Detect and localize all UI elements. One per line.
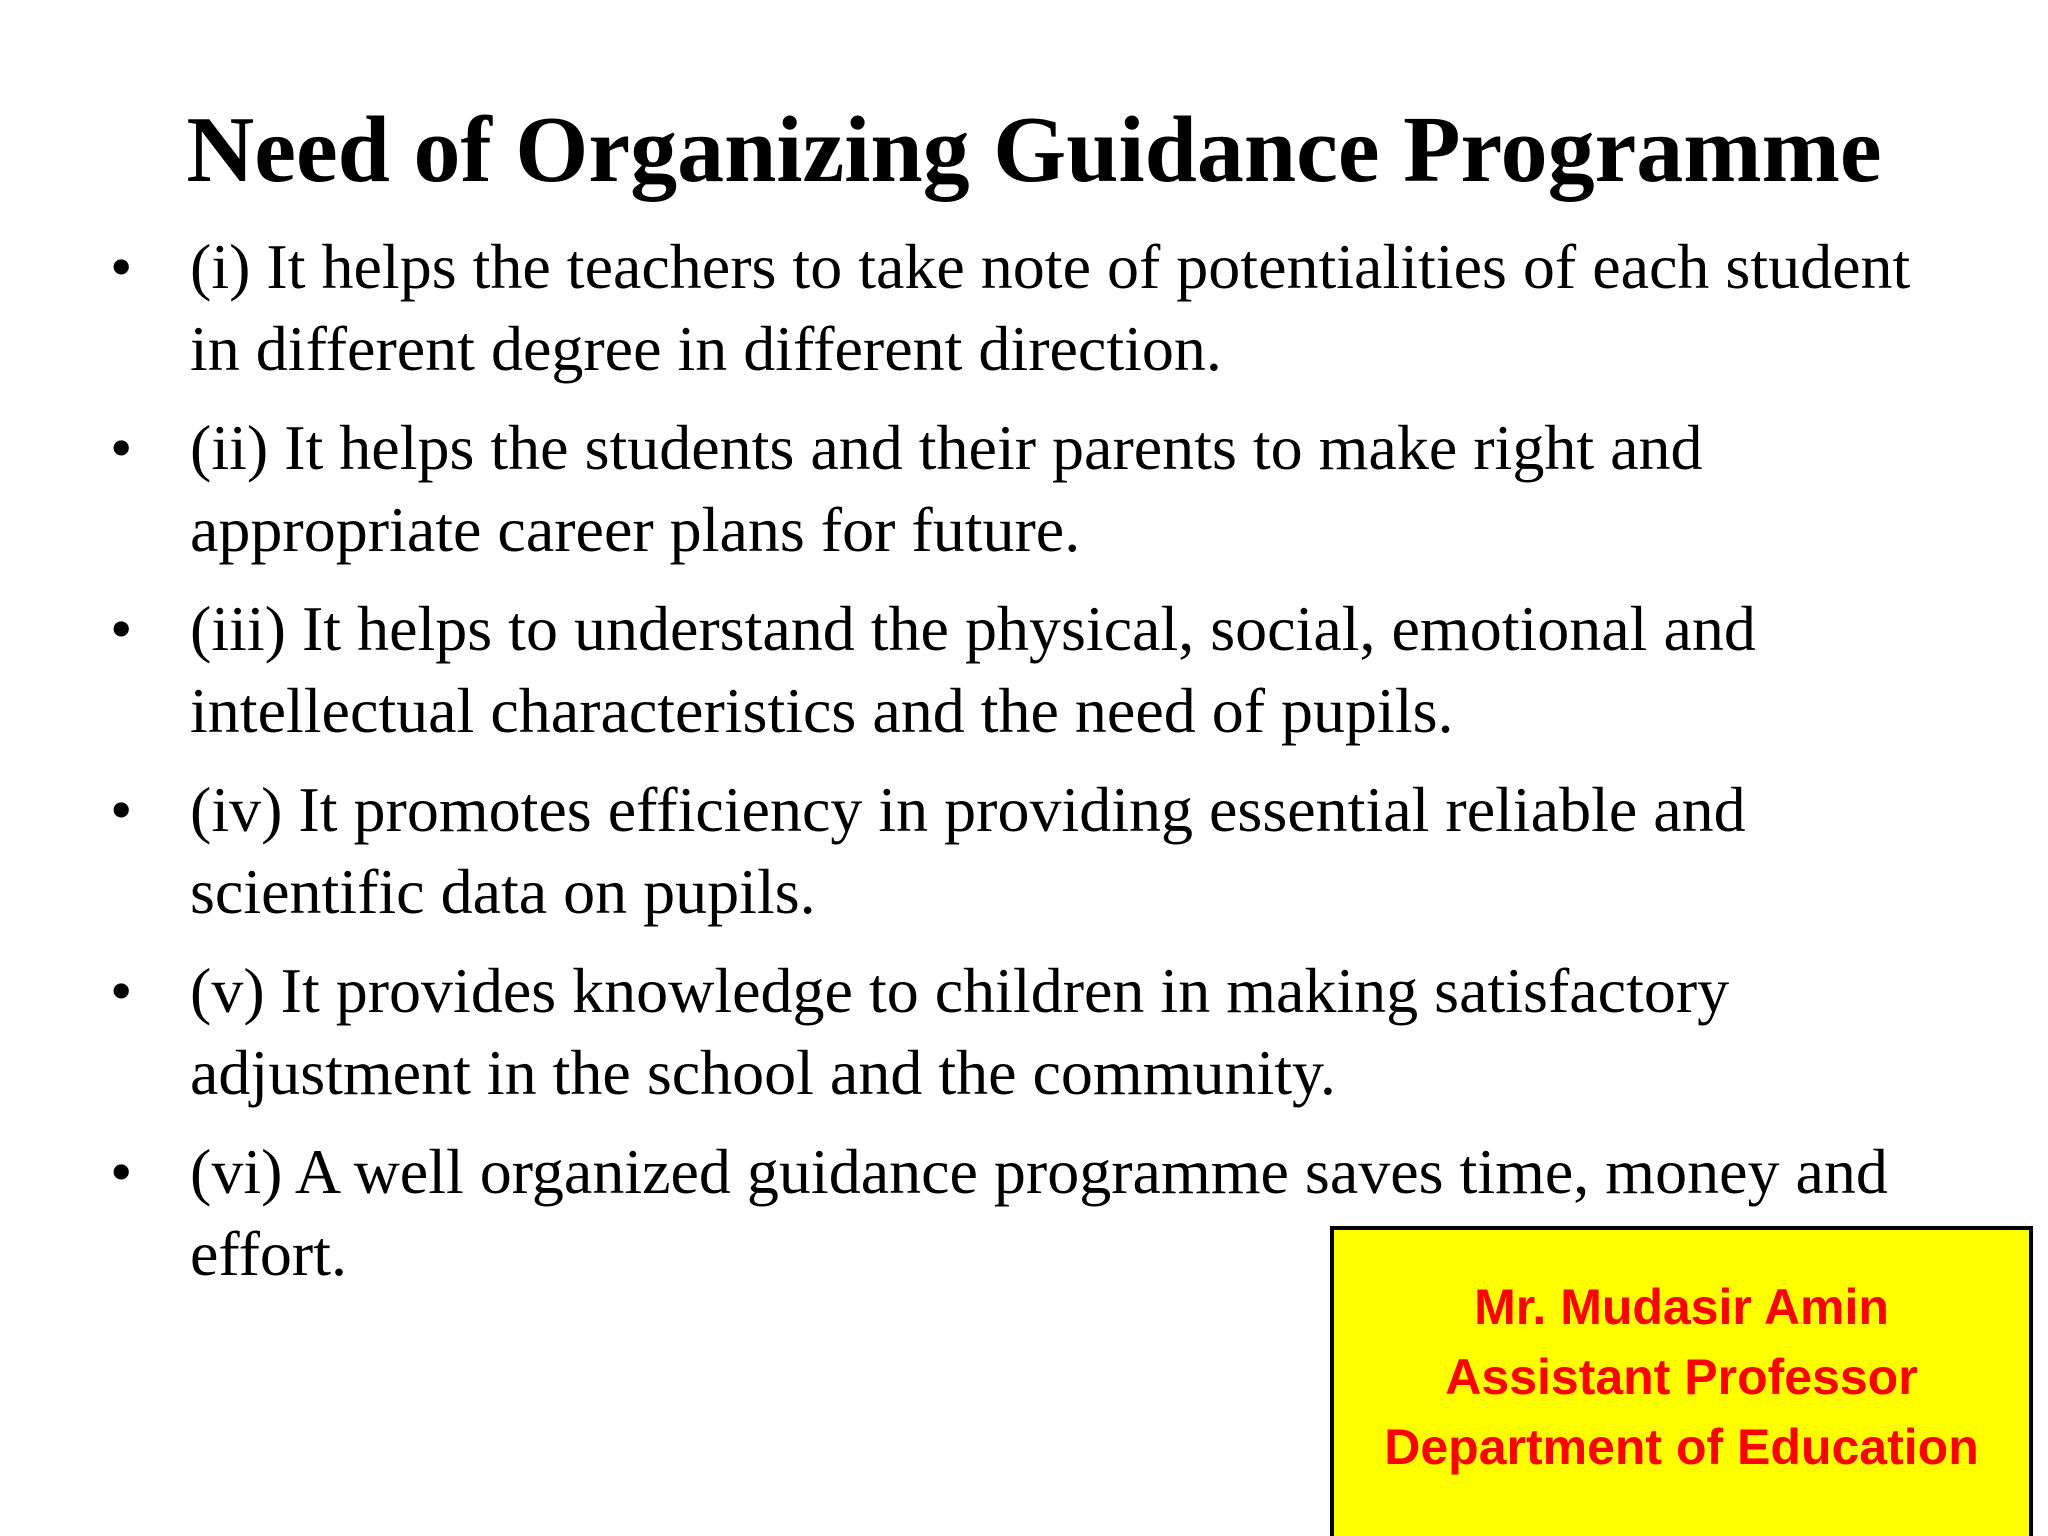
author-name: Mr. Mudasir Amin	[1474, 1279, 1889, 1335]
bullet-item	[0, 588, 1990, 752]
bullet-icon: •	[110, 593, 133, 664]
bullet-icon: •	[110, 412, 133, 483]
bullet-text: (vi) A well organized guidance programme saves time, money and effort.	[190, 1136, 1888, 1289]
bullet-text: (ii) It helps the students and their parents to make right and appropriate career plans for future.	[190, 412, 1703, 565]
bullet-text: (v) It provides knowledge to children in making satisfactory adjustment in the school and the community.	[190, 955, 1730, 1108]
bullet-item	[0, 407, 1990, 571]
bullet-text: (iii) It helps to understand the physical, social, emotional and intellectual characteristics and the need of pupils.	[190, 593, 1756, 746]
slide-title: Need of Organizing Guidance Programme	[186, 98, 1882, 202]
bullet-icon: •	[110, 955, 133, 1026]
bullet-item	[0, 950, 1990, 1114]
bullet-item	[0, 769, 1990, 933]
bullet-item	[0, 226, 1990, 390]
bullet-text: (i) It helps the teachers to take note of potentialities of each student in different degree in different direction.	[190, 231, 1911, 384]
bullet-text: (iv) It promotes efficiency in providing essential reliable and scientific data on pupils.	[190, 774, 1746, 927]
author-box	[1330, 1226, 2033, 1536]
bullet-list	[0, 226, 2048, 1312]
bullet-icon: •	[110, 774, 133, 845]
author-designation: Assistant Professor	[1445, 1349, 1918, 1405]
author-department: Department of Education	[1384, 1419, 1979, 1475]
bullet-icon: •	[110, 231, 133, 302]
bullet-icon: •	[110, 1136, 133, 1207]
